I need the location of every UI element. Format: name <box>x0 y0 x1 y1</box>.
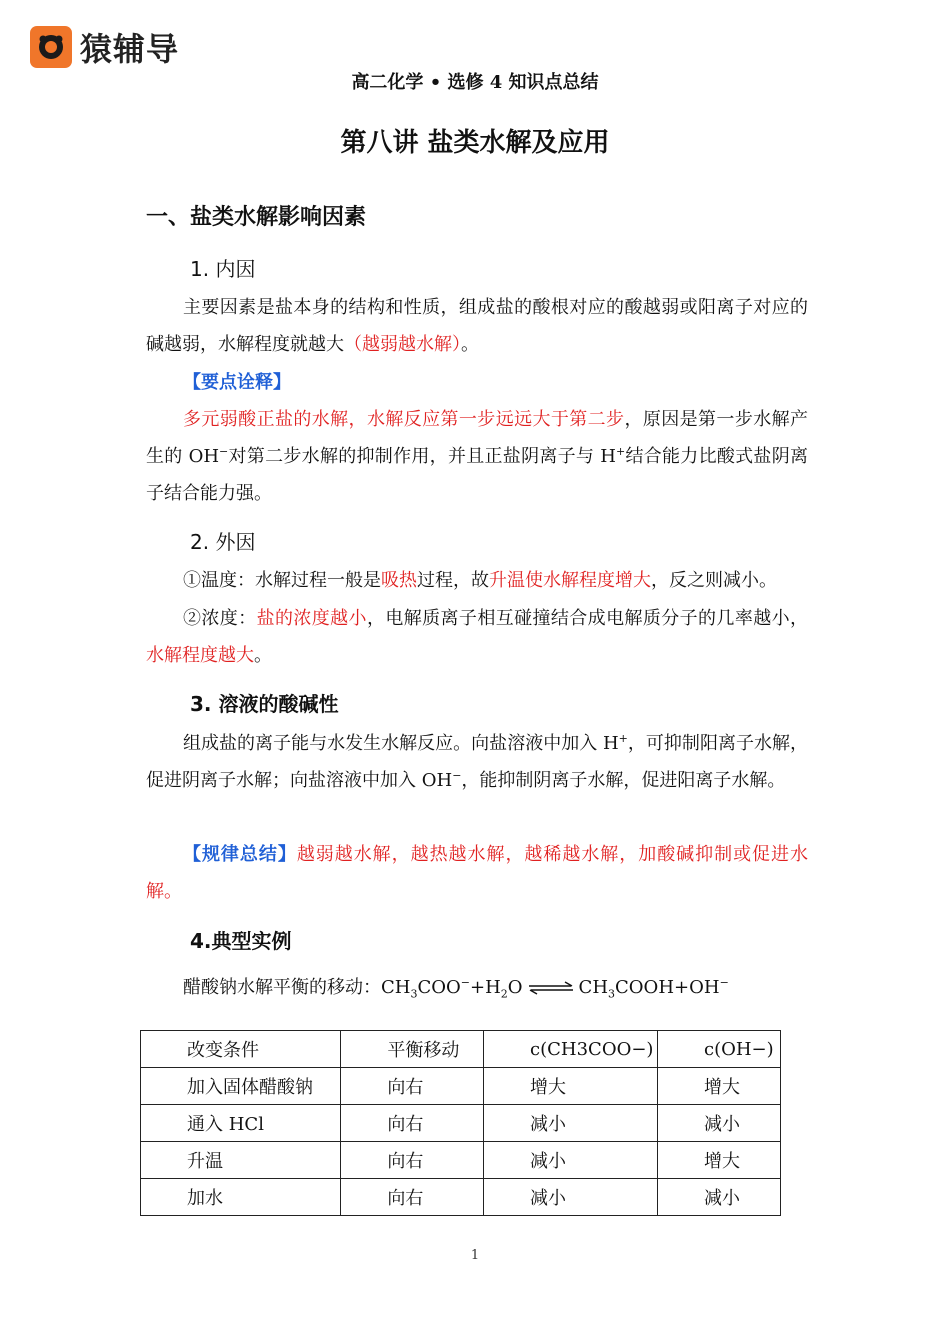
page-title: 第八讲 盐类水解及应用 <box>340 128 610 158</box>
table-cell: 加水 <box>141 1179 341 1216</box>
table-cell: 向右 <box>341 1142 484 1179</box>
subsection-heading-example: 4.典型实例 <box>190 929 292 953</box>
table-cell: 减小 <box>658 1105 781 1142</box>
table-cell: 向右 <box>341 1068 484 1105</box>
page-number: 1 <box>470 1248 480 1263</box>
brand-logo <box>30 24 179 70</box>
subsection-heading-external: 2. 外因 <box>190 530 256 554</box>
table-cell: 减小 <box>484 1105 658 1142</box>
table-row <box>141 1142 781 1179</box>
table-row <box>141 1179 781 1216</box>
table-cell: 减小 <box>484 1142 658 1179</box>
table-header-cell: c(CH3COO−) <box>484 1031 658 1068</box>
table-header-row <box>141 1031 781 1068</box>
note-paragraph <box>146 364 808 401</box>
paragraph-concentration: ②浓度：盐的浓度越小，电解质离子相互碰撞结合成电解质分子的几率越小，水解程度越大。 <box>146 608 809 666</box>
table-cell: 增大 <box>484 1068 658 1105</box>
table-cell: 减小 <box>484 1179 658 1216</box>
table-cell: 增大 <box>658 1142 781 1179</box>
table-row <box>141 1105 781 1142</box>
table-header-cell: 平衡移动 <box>341 1031 484 1068</box>
equation-line: 醋酸钠水解平衡的移动：$CH_3COO^-+H_2O$ $CH_3COOH+OH^-$ <box>183 976 729 1001</box>
table-row <box>141 1068 781 1105</box>
paragraph-acidity: 组成盐的离子能与水发生水解反应。向盐溶液中加入 H+，可抑制阳离子水解，促进阴离子水解；向盐溶液中加入 OH−，能抑制阴离子水解，促进阳离子水解。 <box>146 732 808 791</box>
doc-header: 高二化学 • 选修 4 知识点总结 <box>351 72 599 93</box>
table-cell: 向右 <box>341 1179 484 1216</box>
section-heading: 一、盐类水解影响因素 <box>146 205 367 230</box>
subsection-heading-internal: 1. 内因 <box>190 257 256 281</box>
table-cell: 加入固体醋酸钠 <box>141 1068 341 1105</box>
table-header-cell: 改变条件 <box>141 1031 341 1068</box>
paragraph-internal-factor: 主要因素是盐本身的结构和性质，组成盐的酸根对应的酸越弱或阳离子对应的碱越弱，水解程度就越大（越弱越水解）。 <box>146 297 808 355</box>
equilibrium-table <box>140 1030 781 1216</box>
rule-label: 【规律总结】 <box>183 844 297 865</box>
brand-name: 猿辅导 <box>80 30 180 68</box>
paragraph-temperature: ①温度：水解过程一般是吸热过程，故升温使水解程度增大，反之则减小。 <box>183 570 777 591</box>
table-cell: 通入 HCl <box>141 1105 341 1142</box>
equilibrium-arrow-icon <box>527 981 575 995</box>
logo-icon <box>30 26 72 68</box>
rule-summary: 【规律总结】越弱越水解，越热越水解，越稀越水解，加酸碱抑制或促进水解。 <box>146 844 808 902</box>
note-body: 多元弱酸正盐的水解，水解反应第一步远远大于第二步，原因是第一步水解产生的 OH−对第二步水解的抑制作用，并且正盐阴离子与 H+结合能力比酸式盐阴离子结合能力强。 <box>146 409 808 504</box>
table-cell: 减小 <box>658 1179 781 1216</box>
subsection-heading-acidity: 3. 溶液的酸碱性 <box>190 692 339 716</box>
table-cell: 向右 <box>341 1105 484 1142</box>
table-header-cell: c(OH−) <box>658 1031 781 1068</box>
table-cell: 增大 <box>658 1068 781 1105</box>
table-cell: 升温 <box>141 1142 341 1179</box>
note-label: 【要点诠释】 <box>183 372 291 393</box>
